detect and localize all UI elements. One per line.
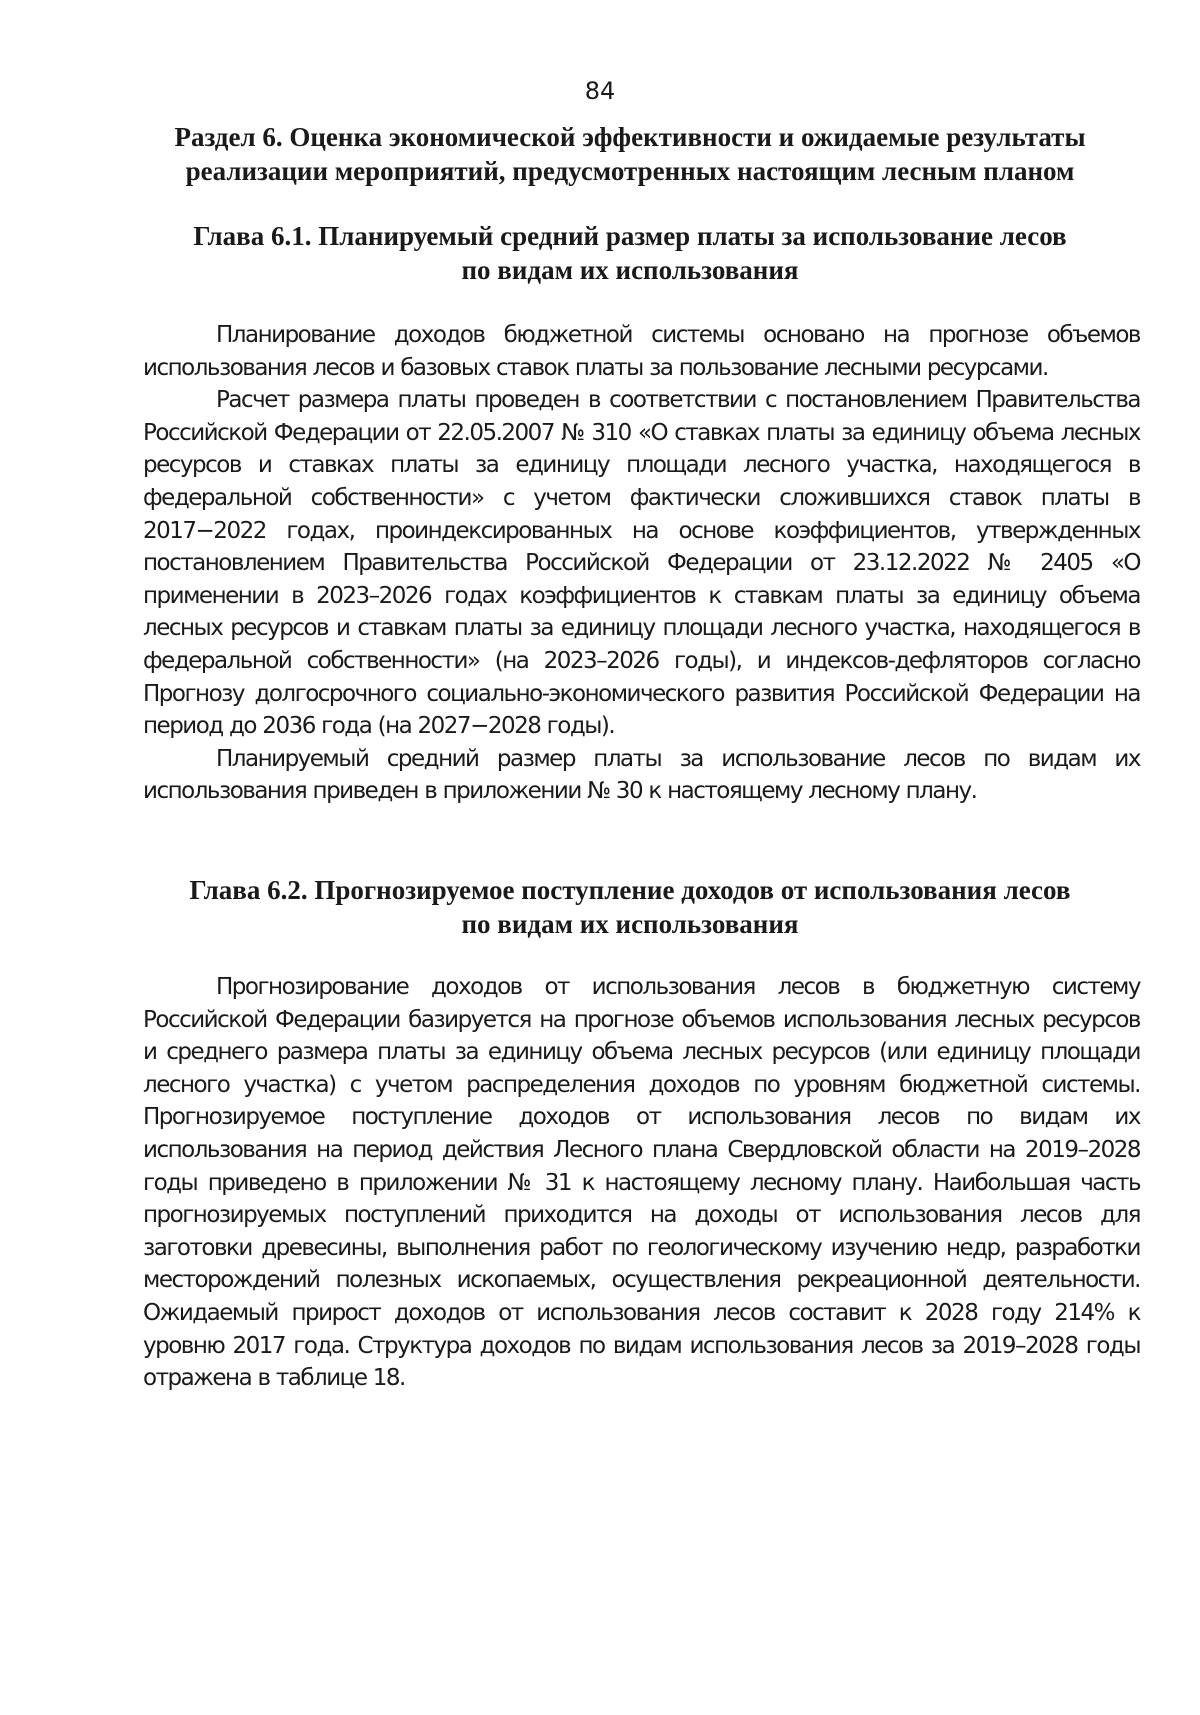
paragraph: Прогнозирование доходов от использования лесов в бюджетную систему Российской Федерации базируется на прогнозе объемов использования лесных ресурсов и среднего размера платы за единицу объема лесных ресурсов (или единицу площади лесного участка) с учетом распределения доходов по уровням бюджетной системы. Прогнозируемое поступление доходов от использования лесов по видам их использования на период действия Лесного плана Свердловской области на 2019–2028 годы приведено в приложении № 31 к настоящему лесному плану. Наибольшая часть прогнозируемых поступлений приходится на доходы от использования лесов для заготовки древесины, выполнения работ по геологическому изучению недр, разработки месторождений полезных ископаемых, осуществления рекреационной деятельности. Ожидаемый прирост доходов от использования лесов составит к 2028 году 214% к уровню 2017 года. Структура доходов по видам использования лесов за 2019–2028 годы отражена в таблице 18. <box>143 974 1140 1392</box>
chapter-6-1-heading-line-2: по видам их использования <box>461 255 799 285</box>
paragraph: Планируемый средний размер платы за использование лесов по видам их использования приведен в приложении № 30 к настоящему лесному плану. <box>143 745 1140 805</box>
page-number: 84 <box>584 77 616 105</box>
chapter-6-2-body <box>143 971 1140 1395</box>
paragraph: Планирование доходов бюджетной системы основано на прогнозе объемов использования лесов и базовых ставок платы за пользование лесными ресурсами. <box>143 322 1140 381</box>
paragraph: Расчет размера платы проведен в соответствии с постановлением Правительства Российской Федерации от 22.05.2007 № 310 «О ставках платы за единицу объема лесных ресурсов и ставках платы за единицу площади лесного участка, находящегося в федеральной собственности» с учетом фактически сложившихся ставок платы в 2017−2022 годах, проиндексированных на основе коэффициентов, утвержденных постановлением Правительства Российской Федерации от 23.12.2022 № 2405 «О применении в 2023–2026 годах коэффициентов к ставкам платы за единицу объема лесных ресурсов и ставкам платы за единицу площади лесного участка, находящегося в федеральной собственности» (на 2023–2026 годы), и индексов-дефляторов согласно Прогнозу долгосрочного социально-экономического развития Российской Федерации на период до 2036 года (на 2027−2028 годы). <box>143 387 1140 740</box>
section-heading-line-1: Раздел 6. Оценка экономической эффективности и ожидаемые результаты <box>174 122 1086 152</box>
chapter-6-1-heading <box>130 219 1130 287</box>
chapter-6-1-body <box>143 319 1140 808</box>
chapter-6-2-heading-line-2: по видам их использования <box>461 909 799 939</box>
chapter-6-2-heading <box>130 873 1130 941</box>
chapter-6-1-heading-line-1: Глава 6.1. Планируемый средний размер платы за использование лесов <box>193 221 1067 251</box>
section-heading <box>130 120 1130 188</box>
chapter-6-2-heading-line-1: Глава 6.2. Прогнозируемое поступление доходов от использования лесов <box>189 875 1071 905</box>
section-heading-line-2: реализации мероприятий, предусмотренных настоящим лесным планом <box>185 156 1075 186</box>
